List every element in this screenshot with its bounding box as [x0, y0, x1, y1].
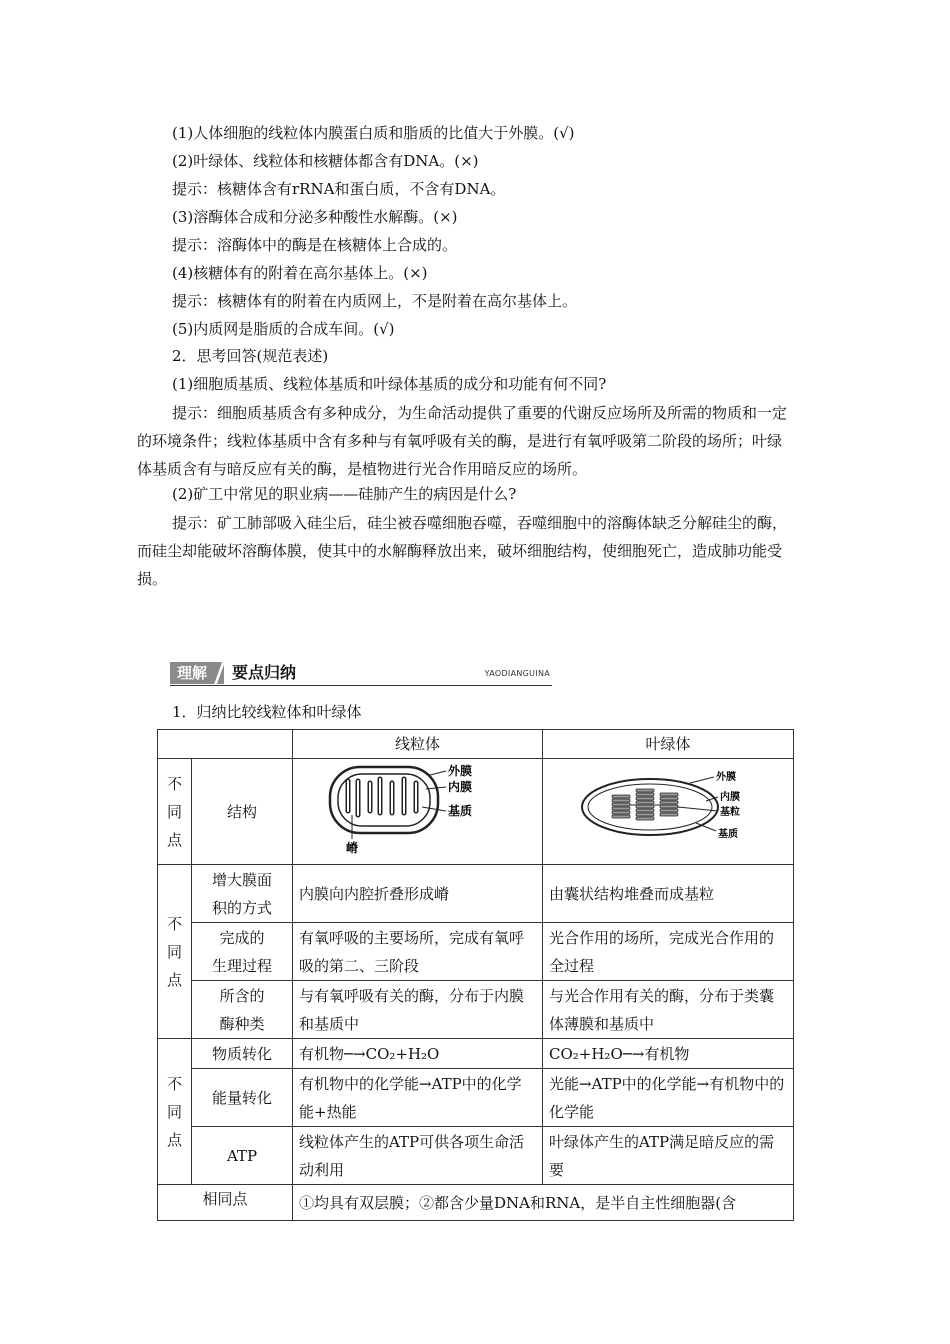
chloro-membrane: 由囊状结构堆叠而成基粒 — [543, 865, 794, 923]
banner-slash — [214, 662, 224, 684]
intro-line-5: 提示：溶酶体中的酶是在核糖体上合成的。 — [172, 236, 458, 254]
chloro-matter: CO₂+H₂O─→有机物 — [543, 1039, 794, 1069]
mito-label-inner: 内膜 — [447, 780, 472, 794]
chloro-energy: 光能→ATP中的化学能→有机物中的化学能 — [543, 1069, 794, 1127]
chloroplast-diagram — [578, 767, 758, 847]
answer-1: 提示：细胞质基质含有多种成分，为生命活动提供了重要的代谢反应场所及所需的物质和一定的环境条件；线粒体基质中含有多种与有氧呼吸有关的酶，是进行有氧呼吸第二阶段的场所；叶绿体基质含有与暗反应有关的酶，是植物进行光合作用暗反应的场所。 — [137, 404, 788, 478]
banner-tag: 理解 — [170, 662, 214, 684]
corner-cell — [158, 730, 293, 759]
row-label-enzymes: 所含的 酶种类 — [192, 981, 293, 1039]
chloroplast-diagram-cell — [543, 759, 794, 865]
structure-label: 结构 — [192, 759, 293, 865]
mito-process: 有氧呼吸的主要场所，完成有氧呼吸的第二、三阶段 — [293, 923, 543, 981]
comparison-table — [157, 729, 794, 1221]
mito-label-crista: 嵴 — [345, 841, 358, 855]
intro-line-4: (3)溶酶体合成和分泌多种酸性水解酶。(×) — [172, 208, 458, 226]
answer-2: 提示：矿工肺部吸入硅尘后，硅尘被吞噬细胞吞噬，吞噬细胞中的溶酶体缺乏分解硅尘的酶，而硅尘却能破坏溶酶体膜，使其中的水解酶释放出来，破坏细胞结构，使细胞死亡，造成肺功能受损。 — [137, 514, 788, 588]
intro-line-3: 提示：核糖体含有rRNA和蛋白质，不含有DNA。 — [172, 180, 506, 198]
same-label: 相同点 — [158, 1185, 293, 1221]
intro-line-9: 2．思考回答(规范表述) — [172, 347, 329, 365]
mito-label-outer: 外膜 — [447, 764, 472, 778]
intro-line-8: (5)内质网是脂质的合成车间。(√) — [172, 320, 395, 338]
question-2: (2)矿工中常见的职业病——硅肺产生的病因是什么? — [172, 485, 517, 503]
chloro-atp: 叶绿体产生的ATP满足暗反应的需要 — [543, 1127, 794, 1185]
row-label-energy: 能量转化 — [192, 1069, 293, 1127]
mito-atp: 线粒体产生的ATP可供各项生命活动利用 — [293, 1127, 543, 1185]
group-label-1: 不 同 点 — [158, 759, 192, 865]
intro-line-10: (1)细胞质基质、线粒体基质和叶绿体基质的成分和功能有何不同? — [172, 375, 607, 393]
chloro-label-outer: 外膜 — [716, 772, 736, 783]
intro-line-2: (2)叶绿体、线粒体和核糖体都含有DNA。(×) — [172, 152, 479, 170]
mitochondrion-diagram-cell — [293, 759, 543, 865]
intro-line-6: (4)核糖体有的附着在高尔基体上。(×) — [172, 264, 428, 282]
head-chloroplast: 叶绿体 — [543, 730, 794, 759]
row-label-matter: 物质转化 — [192, 1039, 293, 1069]
row-label-membrane: 增大膜面 积的方式 — [192, 865, 293, 923]
section-title: 1．归纳比较线粒体和叶绿体 — [172, 703, 362, 721]
section-banner — [170, 662, 552, 686]
chloro-label-inner: 内膜 — [720, 792, 740, 803]
mitochondrion-diagram — [318, 759, 518, 855]
intro-line-1: (1)人体细胞的线粒体内膜蛋白质和脂质的比值大于外膜。(√) — [172, 124, 575, 142]
mito-matter: 有机物─→CO₂+H₂O — [293, 1039, 543, 1069]
banner-title: 要点归纳 — [232, 663, 297, 682]
mito-membrane: 内膜向内腔折叠形成嵴 — [293, 865, 543, 923]
banner-pinyin: YAODIANGUINA — [484, 669, 550, 678]
chloro-label-stroma: 基质 — [718, 829, 738, 840]
mito-label-matrix: 基质 — [447, 804, 472, 818]
banner-rule — [170, 685, 552, 686]
row-label-atp: ATP — [192, 1127, 293, 1185]
intro-line-7: 提示：核糖体有的附着在内质网上，不是附着在高尔基体上。 — [172, 292, 578, 310]
mito-energy: 有机物中的化学能→ATP中的化学能+热能 — [293, 1069, 543, 1127]
same-text: ①均具有双层膜；②都含少量DNA和RNA，是半自主性细胞器(含 — [293, 1185, 794, 1221]
head-mitochondria: 线粒体 — [293, 730, 543, 759]
mito-enzymes: 与有氧呼吸有关的酶，分布于内膜和基质中 — [293, 981, 543, 1039]
group-label-2: 不 同 点 — [158, 865, 192, 1039]
chloro-process: 光合作用的场所，完成光合作用的全过程 — [543, 923, 794, 981]
row-label-process: 完成的 生理过程 — [192, 923, 293, 981]
chloro-label-grana: 基粒 — [720, 807, 740, 818]
chloro-enzymes: 与光合作用有关的酶，分布于类囊体薄膜和基质中 — [543, 981, 794, 1039]
group-label-3: 不 同 点 — [158, 1039, 192, 1185]
